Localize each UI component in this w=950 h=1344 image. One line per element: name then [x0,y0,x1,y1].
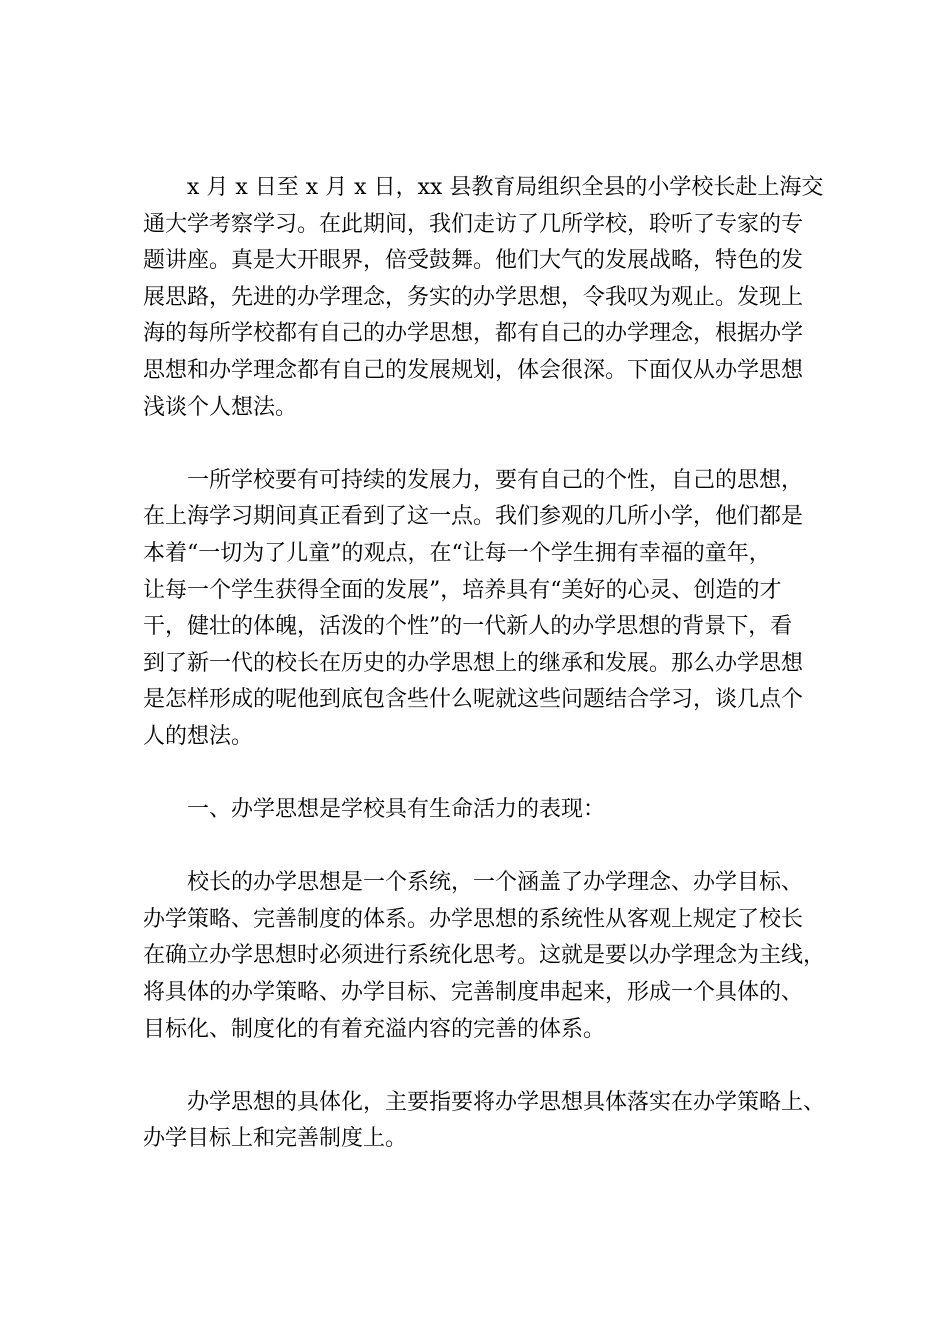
text-line: 展思路，先进的办学理念，务实的办学思想，令我叹为观止。发现上 [143,284,804,310]
text-line: 将具体的办学策略、办学目标、完善制度串起来，形成一个具体的、 [143,980,804,1006]
text-line: 干，健壮的体魄，活泼的个性”的一代新人的办学思想的背景下，看 [143,614,793,640]
text-line: 浅谈个人想法。 [143,394,298,420]
text-line: 海的每所学校都有自己的办学思想，都有自己的办学理念，根据办学 [143,321,804,347]
paragraph-system [143,865,833,1048]
text-line: 让每一个学生获得全面的发展”，培养具有“美好的心灵、创造的才 [143,577,782,603]
paragraph-spacer [143,426,833,463]
text-line: 校长的办学思想是一个系统，一个涵盖了办学理念、办学目标、 [187,870,804,896]
text-line: 一、办学思想是学校具有生命活力的表现： [187,797,606,823]
section-heading [143,792,833,829]
text-line: 一所学校要有可持续的发展力，要有自己的个性，自己的思想， [187,467,804,493]
text-line: 到了新一代的校长在历史的办学思想上的继承和发展。那么办学思想 [143,650,804,676]
text-line: 是怎样形成的呢他到底包含些什么呢就这些问题结合学习，谈几点个 [143,687,804,713]
text-line: x 月 x 日至 x 月 x 日，xx 县教育局组织全县的小学校长赴上海交 [187,175,824,200]
paragraph-spacer [143,756,833,793]
text-line: 人的想法。 [143,723,254,749]
paragraph-intro [143,170,833,426]
document-body [143,170,833,1158]
paragraph-spacer [143,829,833,866]
text-line: 思想和办学理念都有自己的发展规划，体会很深。下面仅从办学思想 [143,357,804,383]
text-line: 在上海学习期间真正看到了这一点。我们参观的几所小学，他们都是 [143,504,804,530]
text-line: 在确立办学思想时必须进行系统化思考。这就是要以办学理念为主线， [143,943,826,969]
text-line: 本着“一切为了儿童”的观点，在“让每一个学生拥有幸福的童年， [143,540,771,566]
text-line: 通大学考察学习。在此期间，我们走访了几所学校，聆听了专家的专 [143,211,804,237]
text-line: 办学思想的具体化，主要指要将办学思想具体落实在办学策略上、 [187,1089,826,1115]
text-line: 目标化、制度化的有着充溢内容的完善的体系。 [143,1016,606,1042]
text-line: 题讲座。真是大开眼界，倍受鼓舞。他们大气的发展战略，特色的发 [143,248,804,274]
paragraph-spacer [143,1048,833,1085]
text-line: 办学目标上和完善制度上。 [143,1126,408,1152]
paragraph-concretization [143,1085,833,1158]
paragraph-school-development [143,463,833,756]
text-line: 办学策略、完善制度的体系。办学思想的系统性从客观上规定了校长 [143,906,804,932]
